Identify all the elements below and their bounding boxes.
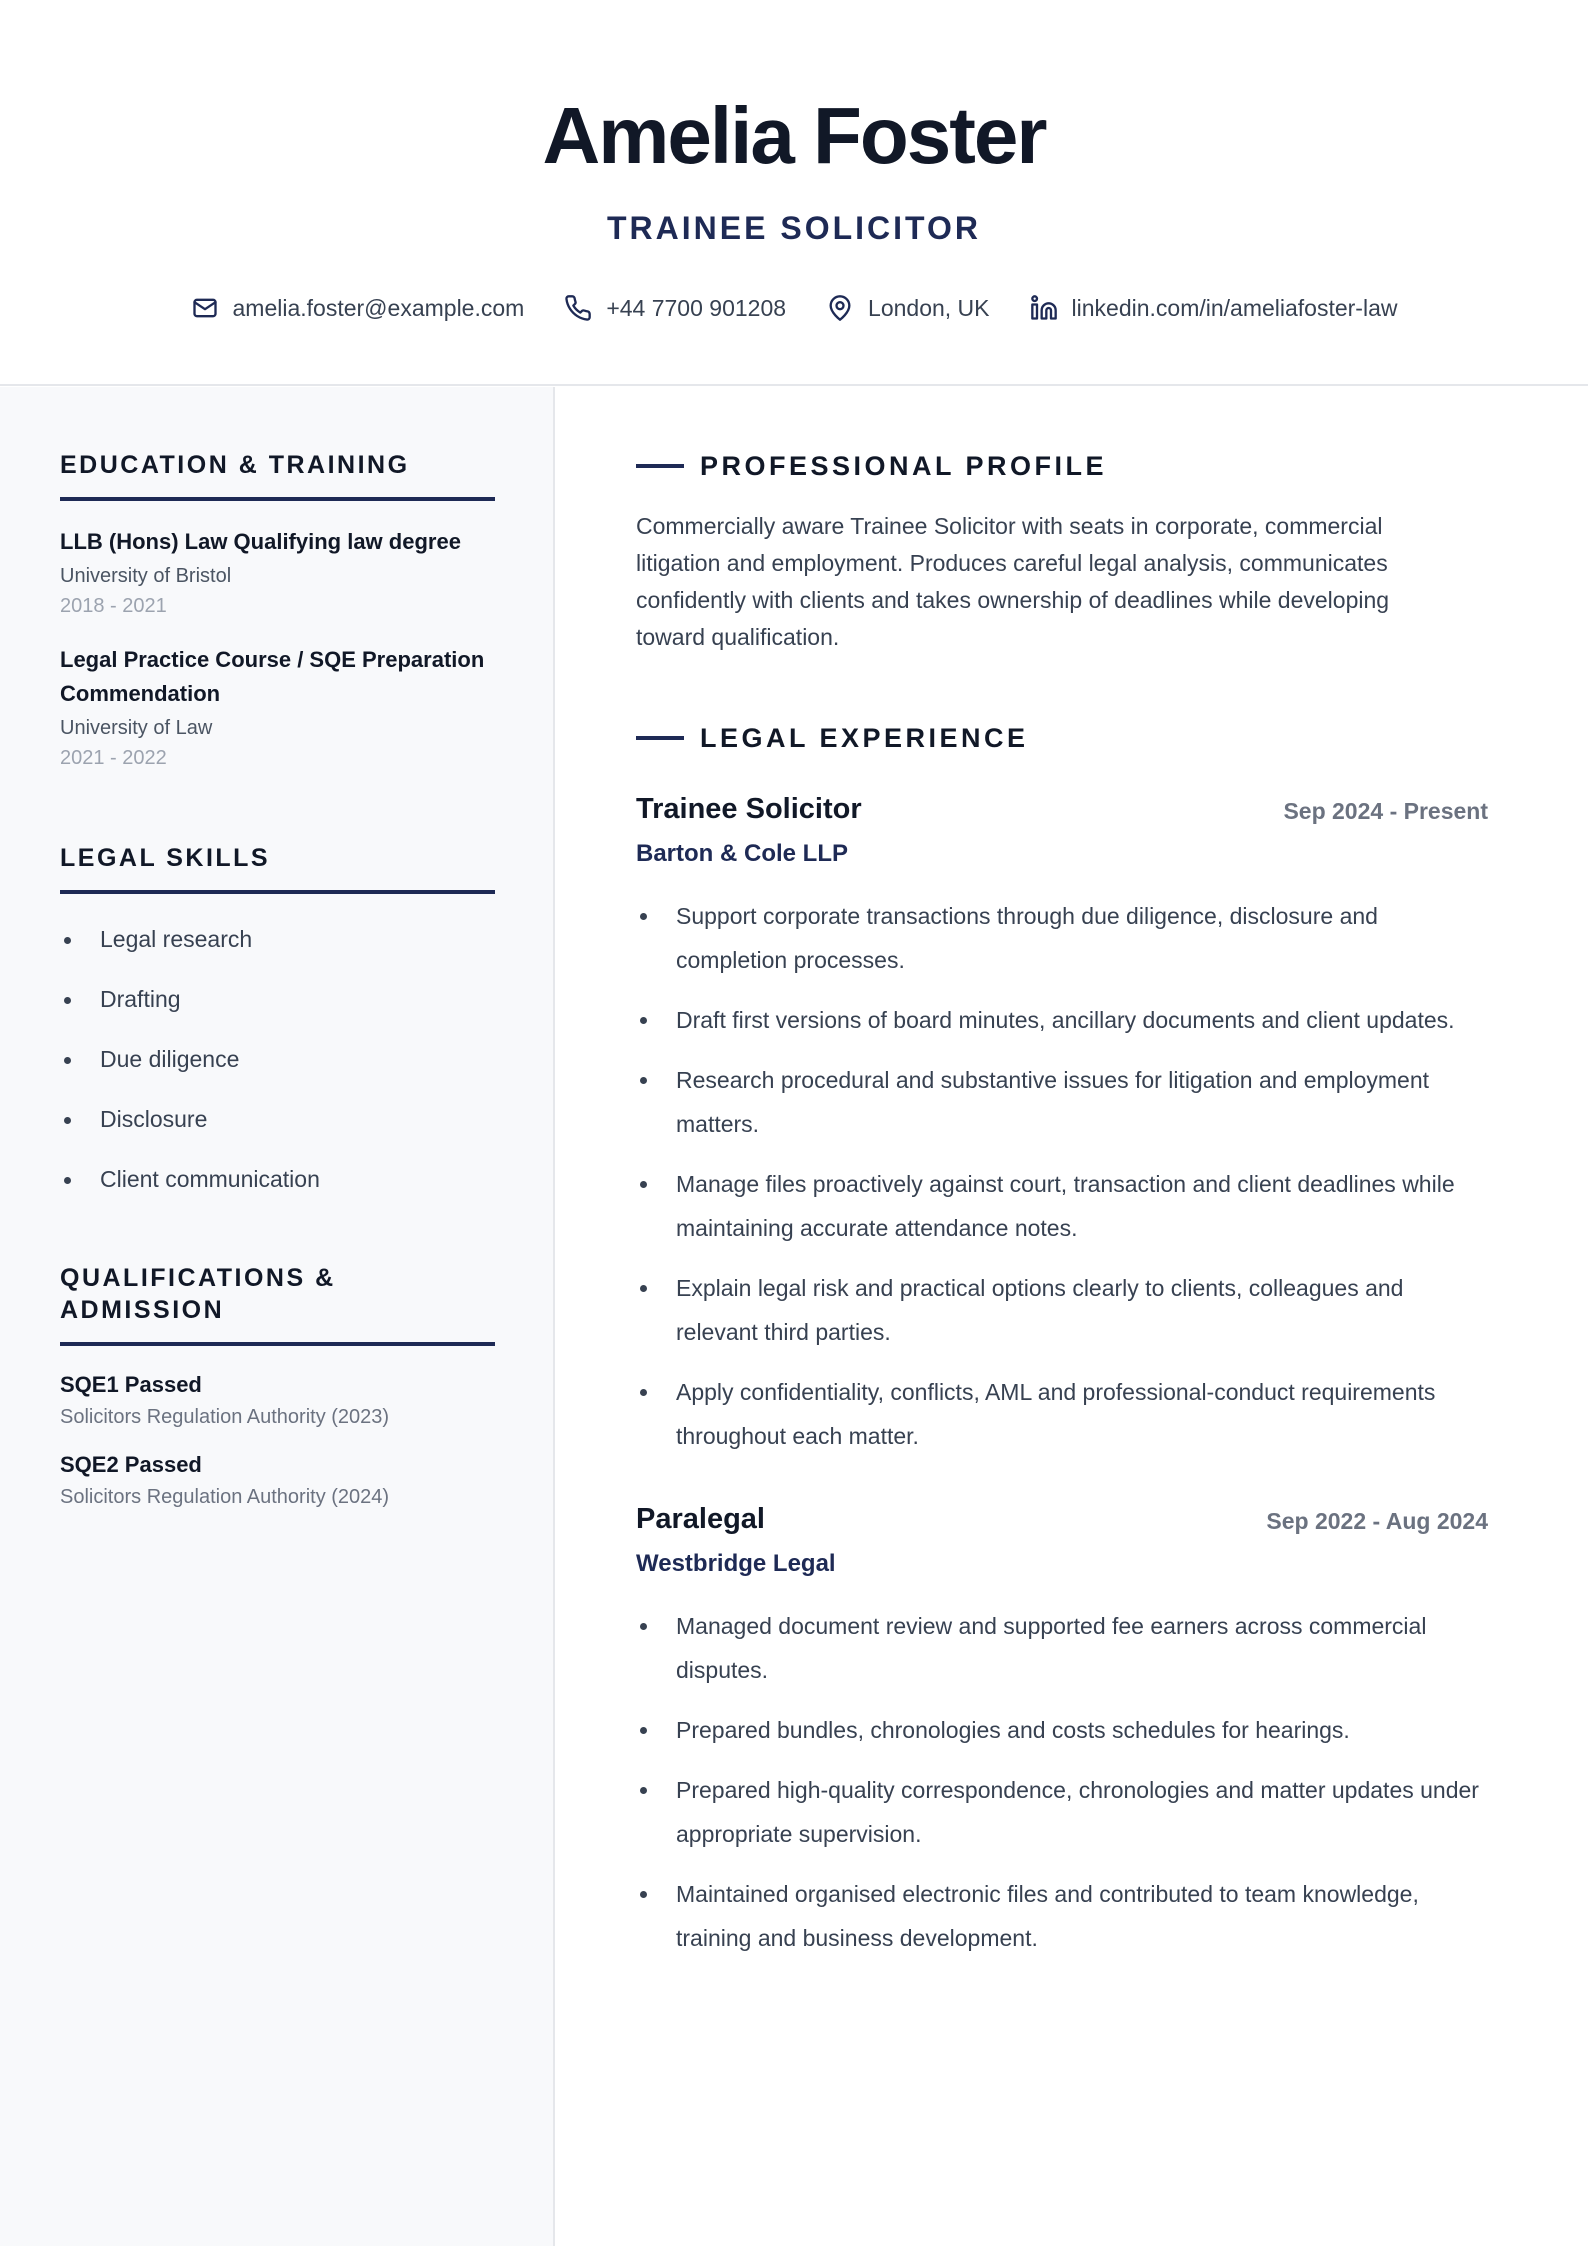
job-bullet: Support corporate transactions through due diligence, disclosure and completion processes.: [676, 894, 1488, 982]
contact-email-text: amelia.foster@example.com: [232, 295, 525, 321]
job-bullet: Managed document review and supported fee earners across commercial disputes.: [676, 1604, 1488, 1692]
job-company: Barton & Cole LLP: [636, 840, 849, 867]
qualification-item: [60, 1370, 495, 1432]
education-school: University of Bristol: [60, 565, 232, 587]
job-dates: Sep 2022 - Aug 2024: [1266, 1508, 1488, 1534]
heading-rule: [636, 736, 684, 740]
qualification-name: SQE2 Passed: [60, 1452, 202, 1477]
qualifications-section: [60, 1262, 495, 1512]
profile-heading: [636, 449, 1107, 483]
qualification-org: Solicitors Regulation Authority (2023): [60, 1406, 390, 1428]
contact-phone[interactable]: [564, 290, 786, 326]
education-item: [60, 643, 495, 773]
education-degree: LLB (Hons) Law Qualifying law degree: [60, 529, 461, 554]
profile-heading-text: PROFESSIONAL PROFILE: [700, 451, 1108, 481]
qualification-name: SQE1 Passed: [60, 1372, 202, 1397]
skill-item: Drafting: [100, 982, 181, 1016]
education-heading: EDUCATION & TRAINING: [60, 449, 495, 501]
contact-linkedin[interactable]: [1030, 290, 1398, 326]
skill-item: Disclosure: [100, 1102, 207, 1136]
experience-heading: [636, 721, 1029, 755]
job-role: Paralegal: [636, 1503, 765, 1535]
job-bullet: Prepared high-quality correspondence, chronologies and matter updates under appropriate supervision.: [676, 1768, 1488, 1856]
qualifications-heading: QUALIFICATIONS & ADMISSION: [60, 1262, 495, 1346]
contact-email[interactable]: [191, 290, 525, 326]
sidebar: [0, 387, 555, 2246]
linkedin-icon: [1030, 294, 1058, 322]
profile-summary: Commercially aware Trainee Solicitor with seats in corporate, commercial litigation and employment. Produces careful legal analysis, communicates confidently with clients and takes ownership of deadlines while developing toward qualification.: [636, 513, 1390, 650]
job-bullet: Maintained organised electronic files and contributed to team knowledge, training and business development.: [676, 1872, 1488, 1960]
heading-rule: [636, 464, 684, 468]
job-bullet: Draft first versions of board minutes, ancillary documents and client updates.: [676, 998, 1488, 1042]
skills-heading: LEGAL SKILLS: [60, 842, 495, 894]
education-item: [60, 525, 495, 621]
contact-phone-text: +44 7700 901208: [606, 295, 787, 321]
job-title-heading: TRAINEE SOLICITOR: [607, 210, 981, 246]
skill-item: Due diligence: [100, 1042, 239, 1076]
job-company: Westbridge Legal: [636, 1550, 836, 1577]
skill-item: Legal research: [100, 922, 252, 956]
job-bullet: Prepared bundles, chronologies and costs schedules for hearings.: [676, 1708, 1488, 1752]
education-years: 2021 - 2022: [60, 747, 167, 769]
candidate-name: Amelia Foster: [542, 91, 1046, 180]
resume-header: [0, 0, 1588, 386]
job-bullet: Apply confidentiality, conflicts, AML and professional-conduct requirements throughout each matter.: [676, 1370, 1488, 1458]
contact-bar: [0, 290, 1588, 326]
qualification-org: Solicitors Regulation Authority (2024): [60, 1486, 390, 1508]
education-section: [60, 449, 495, 773]
education-degree: Legal Practice Course / SQE Preparation Commendation: [60, 647, 485, 706]
contact-location-text: London, UK: [868, 295, 990, 321]
job-bullet: Manage files proactively against court, transaction and client deadlines while maintaining accurate attendance notes.: [676, 1162, 1488, 1250]
job-dates: Sep 2024 - Present: [1283, 798, 1488, 824]
job-bullet: Explain legal risk and practical options clearly to clients, colleagues and relevant third parties.: [676, 1266, 1488, 1354]
mail-icon: [191, 294, 219, 322]
job-role: Trainee Solicitor: [636, 793, 862, 825]
contact-linkedin-text: linkedin.com/in/ameliafoster-law: [1071, 295, 1398, 321]
job-bullet: Research procedural and substantive issues for litigation and employment matters.: [676, 1058, 1488, 1146]
location-pin-icon: [826, 294, 854, 322]
skill-item: Client communication: [100, 1162, 320, 1196]
education-years: 2018 - 2021: [60, 595, 167, 617]
experience-heading-text: LEGAL EXPERIENCE: [700, 723, 1029, 753]
qualification-item: [60, 1450, 495, 1512]
skills-section: [60, 842, 495, 1192]
education-school: University of Law: [60, 717, 213, 739]
phone-icon: [564, 294, 592, 322]
contact-location: [826, 290, 989, 326]
